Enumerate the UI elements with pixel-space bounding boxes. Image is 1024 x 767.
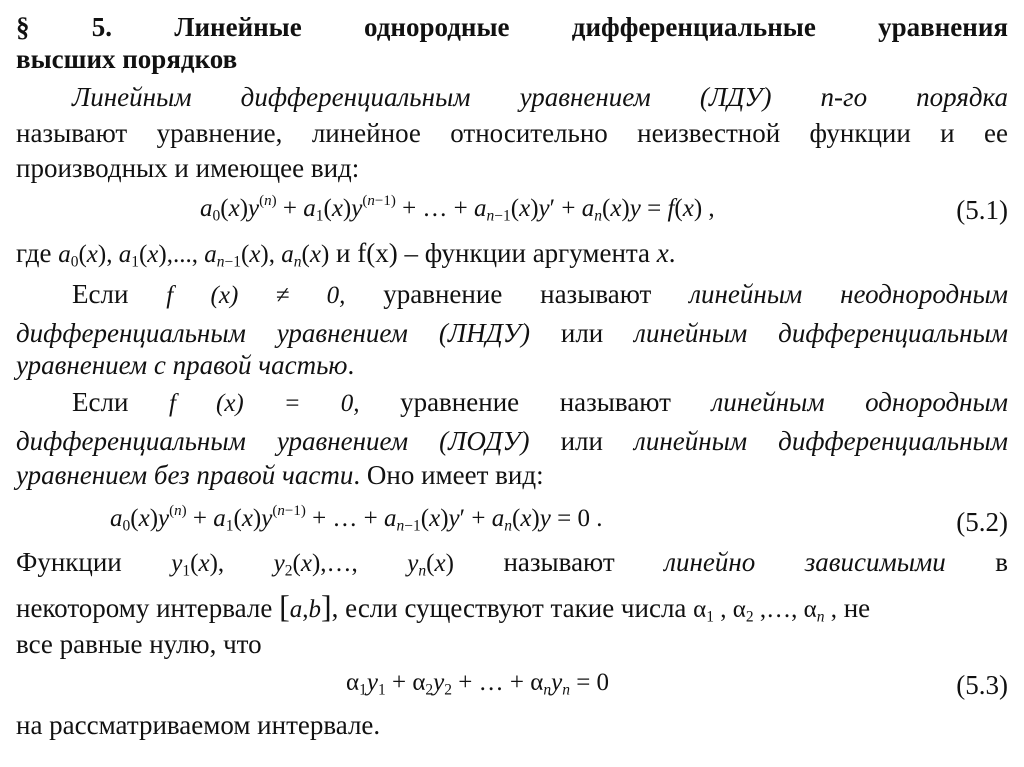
lodu-or: или: [529, 426, 635, 456]
lndu-line-3: [16, 352, 1008, 379]
lndu-line-2: [16, 320, 1008, 347]
equation-5-1: $a_0(x)y^{(n)} + a_1(x)y^{(n-1)}$ + … + $a_{n-1}(x)y' + a_n(x)y = f(x)$ ,: [200, 192, 715, 225]
lndu-end: .: [347, 350, 355, 380]
function-y1: $y_1(x)$,: [171, 550, 225, 580]
dependence-end: в: [995, 547, 1008, 577]
coefficient-list: $a_0(x)$, $a_1(x)$,..., $a_{n-1}(x)$, $a_n(x)$: [58, 241, 330, 271]
section-heading-line-1: § 5. Линейные однородные дифференциальные уравнения: [16, 12, 1008, 42]
function-yn: $y_n(x)$: [407, 550, 454, 580]
dependence-lead: Функции: [16, 547, 122, 577]
dependence-term: линейно зависимыми: [664, 547, 946, 577]
where-var: x: [656, 238, 669, 268]
interval: [a,b]: [279, 588, 332, 624]
ldu-definition-line-3: производных и имеющее вид:: [16, 153, 360, 183]
coefficients-line: [16, 238, 676, 271]
lndu-condition: f (x) ≠ 0,: [166, 282, 346, 309]
lndu-mid: уравнение называют: [383, 279, 652, 309]
lodu-line-1: [72, 389, 1008, 416]
lndu-term-3: линейным дифференциальным: [634, 318, 1008, 348]
dependence-line-3: все равные нулю, что: [16, 629, 262, 659]
lodu-line-3: [16, 462, 1008, 489]
lodu-term-2: дифференциальным уравнением (ЛОДУ): [16, 426, 530, 456]
dependence-interval-lead: некоторому интервале: [16, 593, 273, 623]
where-suffix: – функции аргумента: [397, 238, 657, 268]
dependence-not: не: [836, 593, 871, 623]
lndu-term-4: уравнением с правой частью: [16, 350, 348, 380]
closing-line: на рассматриваемом интервале.: [16, 710, 381, 740]
lndu-lead: Если: [72, 279, 129, 309]
lodu-mid: уравнение называют: [400, 387, 671, 417]
function-y2: $y_2(x),\dots$,: [273, 550, 358, 580]
alpha-list: $\alpha_1$ , $\alpha_2$ ,…, $\alpha_n$ ,: [693, 596, 837, 626]
lodu-term: линейным однородным: [711, 387, 1009, 417]
lodu-end: . Оно имеет вид:: [353, 460, 544, 490]
equation-5-3-number: (5.3): [956, 670, 1008, 700]
lodu-condition: f (x) = 0,: [168, 390, 360, 417]
where-prefix: где: [16, 238, 52, 268]
ldu-definition-term: Линейным дифференциальным уравнением (ЛДУ) n-го порядка: [72, 82, 1008, 112]
lodu-term-4: уравнением без правой части: [16, 460, 354, 490]
lndu-term: линейным неоднородным: [689, 279, 1009, 309]
dependence-line-2: [16, 588, 1008, 626]
lodu-line-2: [16, 428, 1008, 455]
equation-5-2-number: (5.2): [956, 507, 1008, 537]
equation-5-1-number: (5.1): [956, 195, 1008, 225]
lodu-term-3: линейным дифференциальным: [634, 426, 1008, 456]
dependence-mid: называют: [503, 547, 615, 577]
and-f: и f(x): [336, 238, 398, 268]
section-heading-line-2: высших порядков: [16, 44, 238, 74]
lndu-line-1: [72, 281, 1008, 308]
equation-5-2: $a_0(x)y^{(n)} + a_1(x)y^{(n-1)}$ + … + $a_{n-1}(x)y' + a_n(x)y = 0$ .: [110, 502, 603, 535]
lndu-term-2: дифференциальным уравнением (ЛНДУ): [16, 318, 530, 348]
lndu-or: или: [529, 318, 635, 348]
lodu-lead: Если: [72, 387, 129, 417]
dependence-line-1: [16, 547, 1008, 580]
where-dot: .: [668, 238, 676, 268]
equation-5-3: $\alpha_1y_1 + \alpha_2y_2$ + … + $\alpha_ny_n = 0$: [346, 669, 610, 699]
ldu-definition-line-2: называют уравнение, линейное относительно неизвестной функции и ее: [16, 118, 1008, 148]
dependence-numbers-lead: , если существуют такие числа: [331, 593, 694, 623]
